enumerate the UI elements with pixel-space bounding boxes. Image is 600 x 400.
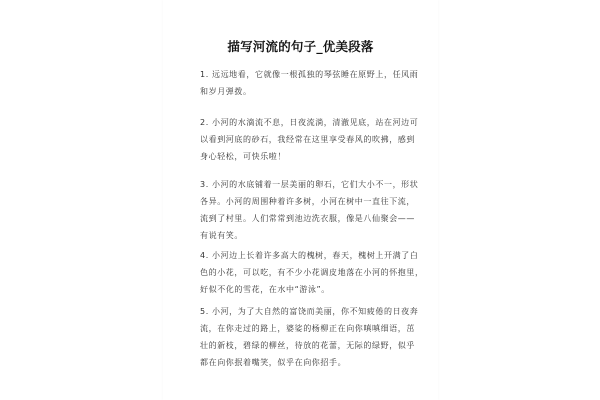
paragraph-2 [200, 114, 420, 165]
paragraph-line: 都在向你抿着嘴笑，似乎在向你招手。 [200, 358, 347, 367]
paragraph-line: 各异。小河的周围种着许多树，小河在树中一直往下流， [200, 197, 415, 206]
paragraph-1 [200, 66, 420, 100]
paragraph-line: 和岁月弹拨。 [200, 87, 252, 96]
paragraph-5 [200, 303, 420, 371]
paragraph-line: 色的小花，可以吃，有不少小花调皮地落在小河的怀抱里， [200, 268, 424, 277]
paragraph-3 [200, 176, 420, 244]
paragraph-line: 有说有笑。 [200, 231, 243, 240]
paragraph-line: 1. 远远地看，它就像一根孤独的琴弦睡在原野上，任风雨 [200, 70, 419, 79]
paragraph-line: 4. 小河边上长着许多高大的槐树，春天，槐树上开满了白 [200, 251, 419, 260]
document-page [163, 0, 438, 400]
paragraph-line: 2. 小河的水滴流不息，日夜流淌，清澈见底，站在河边可 [200, 118, 419, 127]
paragraph-line: 以看到河底的砂石，我经常在这里享受春风的吹拂，感到 [200, 135, 415, 144]
page-title: 描写河流的句子_优美段落 [227, 39, 374, 54]
paragraph-line: 好似不化的雪花，在水中“游泳”。 [200, 285, 330, 294]
paragraph-line: 壮的新枝，碧绿的柳丝，待放的花蕾，无际的绿野，似乎 [200, 341, 415, 350]
paragraph-line: 5. 小河，为了大自然的富饶而美丽，你不知疲倦的日夜奔 [200, 307, 419, 316]
paragraph-line: 身心轻松，可快乐啦！ [200, 152, 286, 161]
paragraph-line: 流到了村里。人们常常到池边洗衣服，像是八仙聚会—— [200, 214, 415, 223]
paragraph-line: 流，在你走过的路上，婆娑的杨柳正在向你嗔嗔细语，茁 [200, 324, 415, 333]
paragraph-line: 3. 小河的水底铺着一层美丽的卵石，它们大小不一，形状 [200, 180, 419, 189]
paragraph-4 [200, 247, 424, 298]
